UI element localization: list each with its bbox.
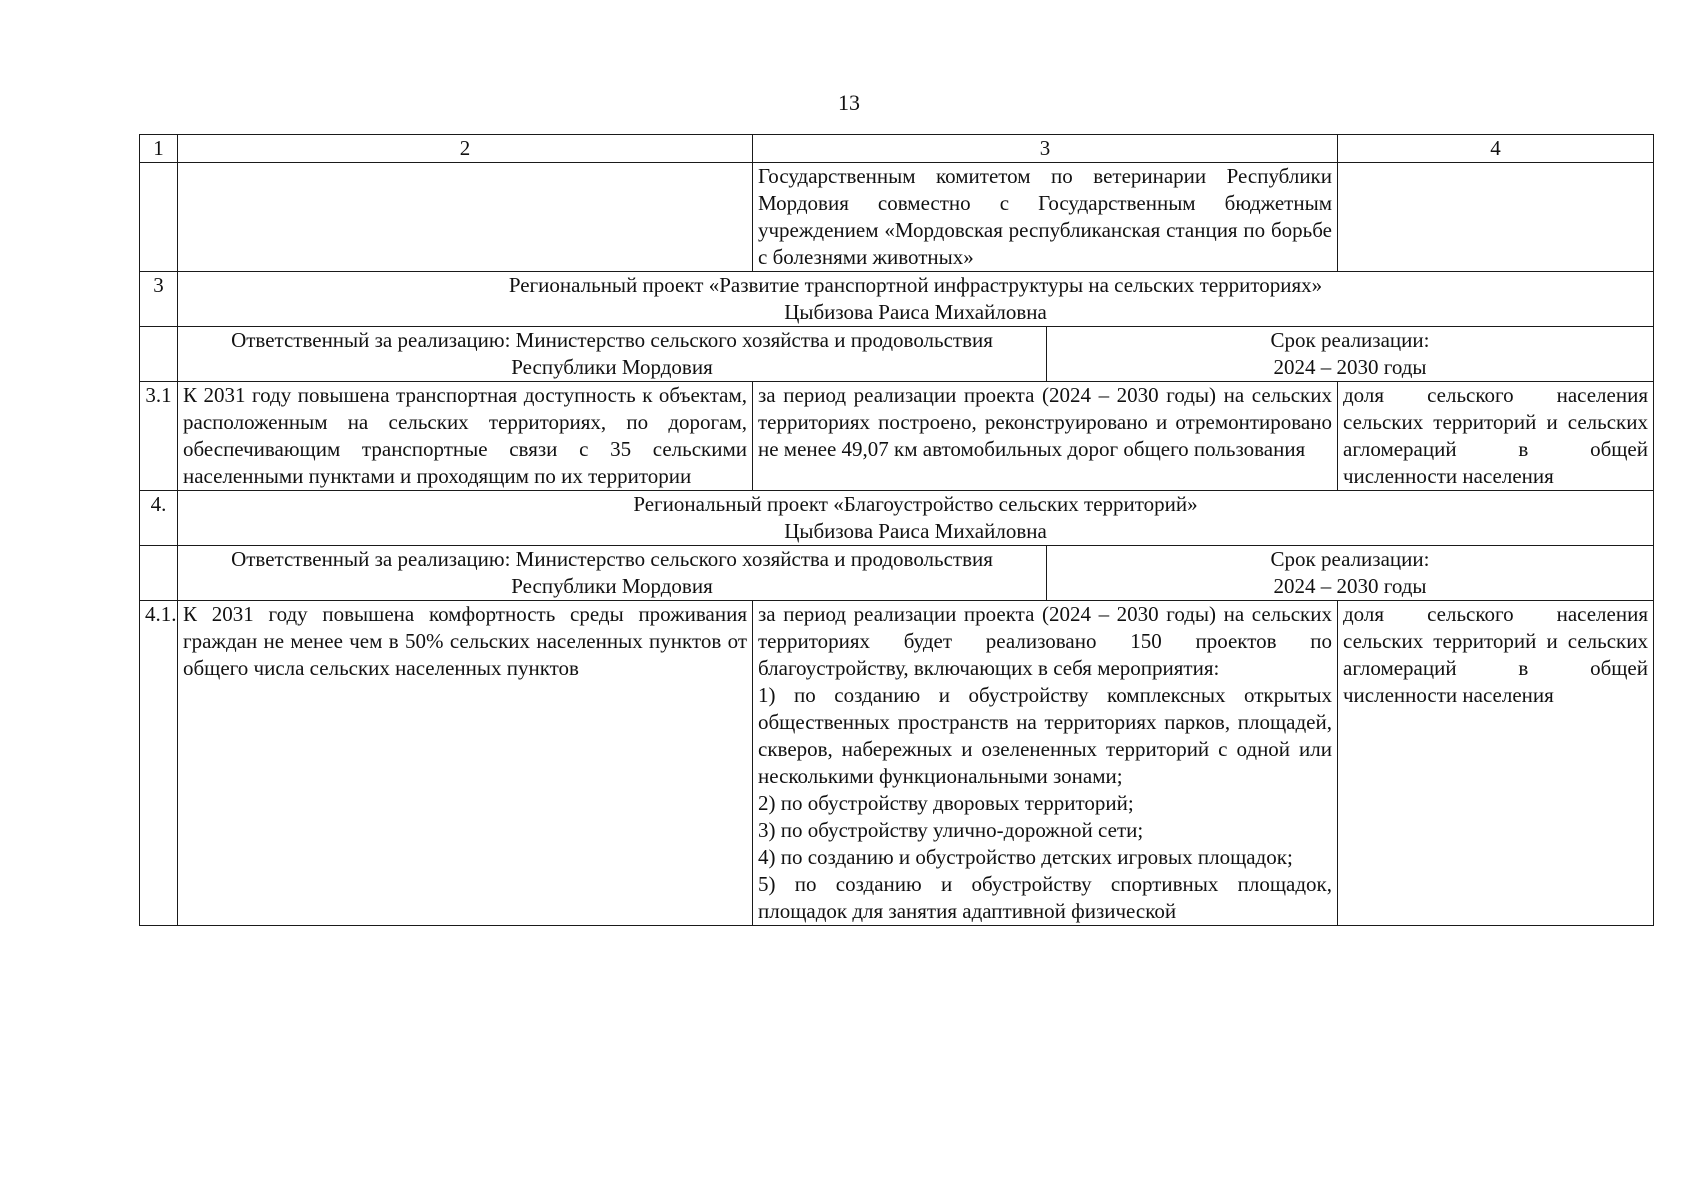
goal-number: 3.1 bbox=[140, 382, 178, 491]
project-curator: Цыбизова Раиса Михайловна bbox=[784, 300, 1047, 324]
goal-number: 4.1. bbox=[140, 601, 178, 926]
project-title: Региональный проект «Благоустройство сельских территорий» bbox=[633, 492, 1198, 516]
header-col-3: 3 bbox=[753, 135, 1338, 163]
project-responsible: Ответственный за реализацию: Министерство сельского хозяйства и продовольствия Республики Мордовия bbox=[178, 546, 1047, 601]
project-title-cell bbox=[178, 491, 1654, 546]
deadline-value: 2024 – 2030 годы bbox=[1273, 574, 1427, 598]
measure-item: 5) по созданию и обустройству спортивных площадок, площадок для занятия адаптивной физической bbox=[758, 872, 1332, 923]
measure-item: 3) по обустройству улично-дорожной сети; bbox=[758, 818, 1144, 842]
page-number: 13 bbox=[838, 90, 860, 115]
responsible-num-cell bbox=[140, 546, 178, 601]
project-deadline-cell bbox=[1047, 327, 1654, 382]
project-curator: Цыбизова Раиса Михайловна bbox=[784, 519, 1047, 543]
project-deadline-cell bbox=[1047, 546, 1654, 601]
measures-list bbox=[758, 682, 1332, 925]
continuation-row bbox=[140, 163, 1654, 272]
measure-item: 4) по созданию и обустройство детских игровых площадок; bbox=[758, 845, 1293, 869]
project-title-cell bbox=[178, 272, 1654, 327]
header-col-1: 1 bbox=[140, 135, 178, 163]
deadline-value: 2024 – 2030 годы bbox=[1273, 355, 1427, 379]
project-title-row bbox=[140, 491, 1654, 546]
continuation-indicator-cell bbox=[1338, 163, 1654, 272]
goal-row bbox=[140, 601, 1654, 926]
project-number: 4. bbox=[140, 491, 178, 546]
goal-indicator: доля сельского населения сельских территорий и сельских агломераций в общей численности населения bbox=[1338, 601, 1654, 926]
deadline-label: Срок реализации: bbox=[1270, 547, 1430, 571]
header-col-4: 4 bbox=[1338, 135, 1654, 163]
project-title-row bbox=[140, 272, 1654, 327]
header-col-2: 2 bbox=[178, 135, 753, 163]
project-responsible-row bbox=[140, 327, 1654, 382]
goal-result: К 2031 году повышена комфортность среды проживания граждан не менее чем в 50% сельских населенных пунктов от общего числа сельских населенных пунктов bbox=[178, 601, 753, 926]
goal-description-cell bbox=[753, 601, 1338, 926]
continuation-result-cell bbox=[178, 163, 753, 272]
project-title: Региональный проект «Развитие транспортной инфраструктуры на сельских территориях» bbox=[508, 273, 1323, 297]
project-responsible-row bbox=[140, 546, 1654, 601]
continuation-num-cell bbox=[140, 163, 178, 272]
continuation-text: Государственным комитетом по ветеринарии Республики Мордовия совместно с Государственным бюджетным учреждением «Мордовская республиканская станция по борьбе с болезнями животных» bbox=[753, 163, 1338, 272]
goal-indicator: доля сельского населения сельских территорий и сельских агломераций в общей численности населения bbox=[1338, 382, 1654, 491]
table-header-row bbox=[140, 135, 1654, 163]
responsible-num-cell bbox=[140, 327, 178, 382]
goal-description: за период реализации проекта (2024 – 2030 годы) на сельских территориях построено, реконструировано и отремонтировано не менее 49,07 км автомобильных дорог общего пользования bbox=[753, 382, 1338, 491]
measure-item: 2) по обустройству дворовых территорий; bbox=[758, 791, 1134, 815]
goal-result: К 2031 году повышена транспортная доступность к объектам, расположенным на сельских территориях, по дорогам, обеспечивающим транспортные связи с 35 сельскими населенными пунктами и проходящим по их территории bbox=[178, 382, 753, 491]
goal-row bbox=[140, 382, 1654, 491]
deadline-label: Срок реализации: bbox=[1270, 328, 1430, 352]
measure-item: 1) по созданию и обустройству комплексных открытых общественных пространств на территориях парков, площадей, скверов, набережных и озелененных территорий с одной или несколькими функциональными зонами; bbox=[758, 683, 1332, 788]
project-number: 3 bbox=[140, 272, 178, 327]
project-responsible: Ответственный за реализацию: Министерство сельского хозяйства и продовольствия Республики Мордовия bbox=[178, 327, 1047, 382]
goal-description-intro: за период реализации проекта (2024 – 2030 годы) на сельских территориях будет реализовано 150 проектов по благоустройству, включающих в себя мероприятия: bbox=[758, 602, 1332, 680]
program-table bbox=[139, 134, 1654, 926]
